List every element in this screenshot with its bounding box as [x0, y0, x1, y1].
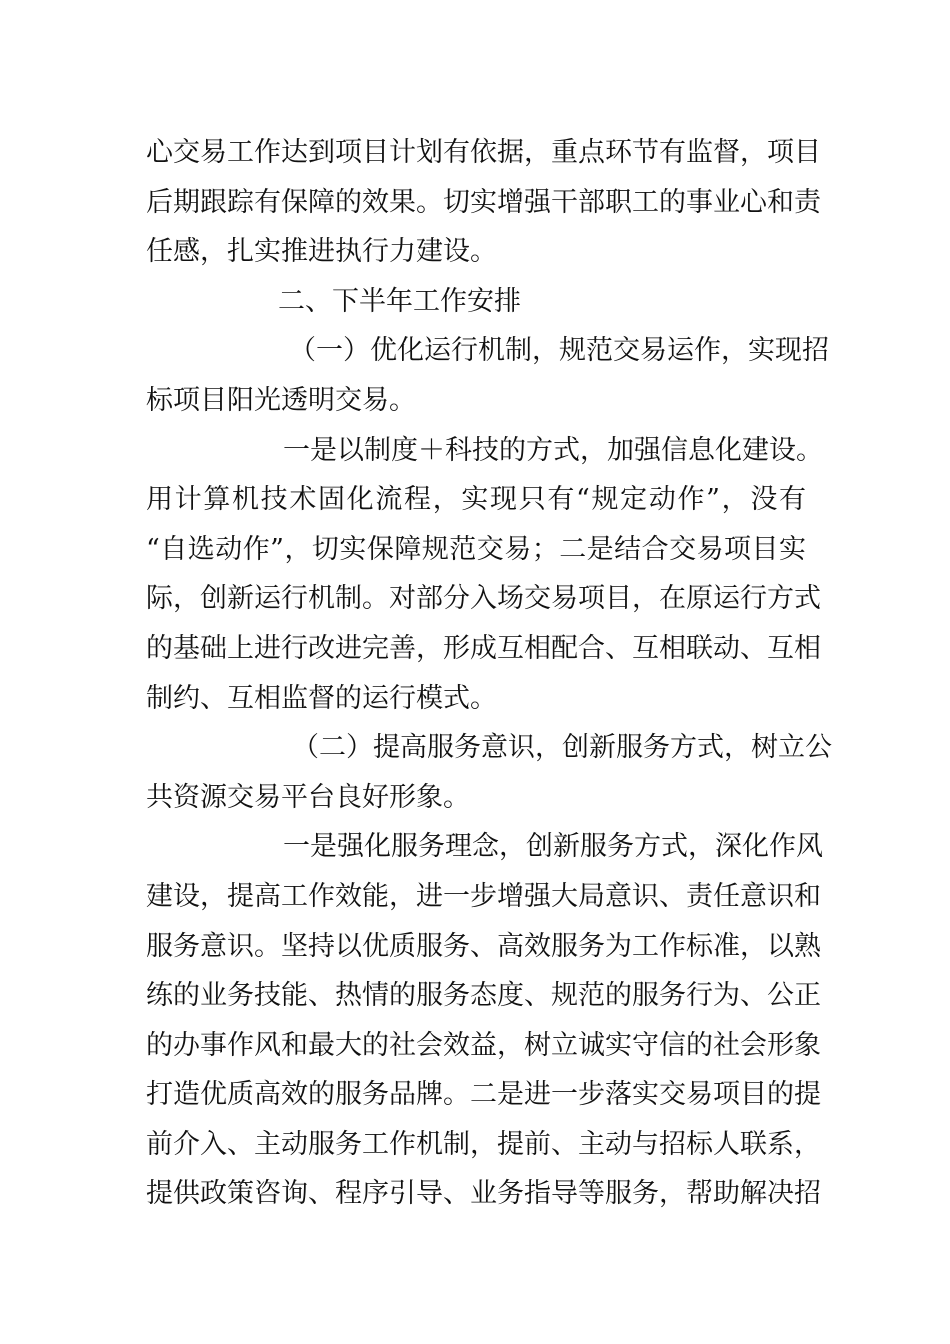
text-line: 后期跟踪有保障的效果。切实增强干部职工的事业心和责	[146, 186, 821, 218]
text-line: “自选动作”，切实保障规范交易；二是结合交易项目实	[146, 533, 806, 565]
document-body	[146, 128, 832, 1219]
text-line: 的办事作风和最大的社会效益，树立诚实守信的社会形象	[146, 1029, 821, 1061]
subsection-heading: （二）提高服务意识，创新服务方式，树立公	[292, 732, 832, 764]
text-line: 际，创新运行机制。对部分入场交易项目，在原运行方式	[146, 583, 821, 615]
text-line: 打造优质高效的服务品牌。二是进一步落实交易项目的提	[146, 1079, 821, 1111]
text-line: 练的业务技能、热情的服务态度、规范的服务行为、公正	[146, 980, 821, 1012]
text-line: 提供政策咨询、程序引导、业务指导等服务，帮助解决招	[146, 1178, 821, 1210]
text-line: 制约、互相监督的运行模式。	[146, 682, 497, 714]
text-line: 心交易工作达到项目计划有依据，重点环节有监督，项目	[146, 137, 821, 168]
text-line: 一是以制度＋科技的方式，加强信息化建设。	[283, 434, 823, 466]
section-heading: 二、下半年工作安排	[278, 285, 521, 317]
text-line: 共资源交易平台良好形象。	[146, 781, 470, 813]
text-line: 标项目阳光透明交易。	[146, 384, 416, 416]
text-line: 任感，扎实推进执行力建设。	[146, 236, 497, 268]
text-line: 一是强化服务理念，创新服务方式，深化作风	[283, 831, 823, 863]
text-line: 服务意识。坚持以优质服务、高效服务为工作标准，以熟	[146, 930, 821, 962]
text-line: 前介入、主动服务工作机制，提前、主动与招标人联系，	[146, 1128, 821, 1160]
text-line: 的基础上进行改进完善，形成互相配合、互相联动、互相	[146, 632, 821, 664]
text-line: 建设，提高工作效能，进一步增强大局意识、责任意识和	[146, 880, 821, 912]
subsection-heading: （一）优化运行机制，规范交易运作，实现招	[289, 335, 829, 367]
text-line: 用计算机技术固化流程，实现只有“规定动作”，没有	[146, 484, 806, 516]
